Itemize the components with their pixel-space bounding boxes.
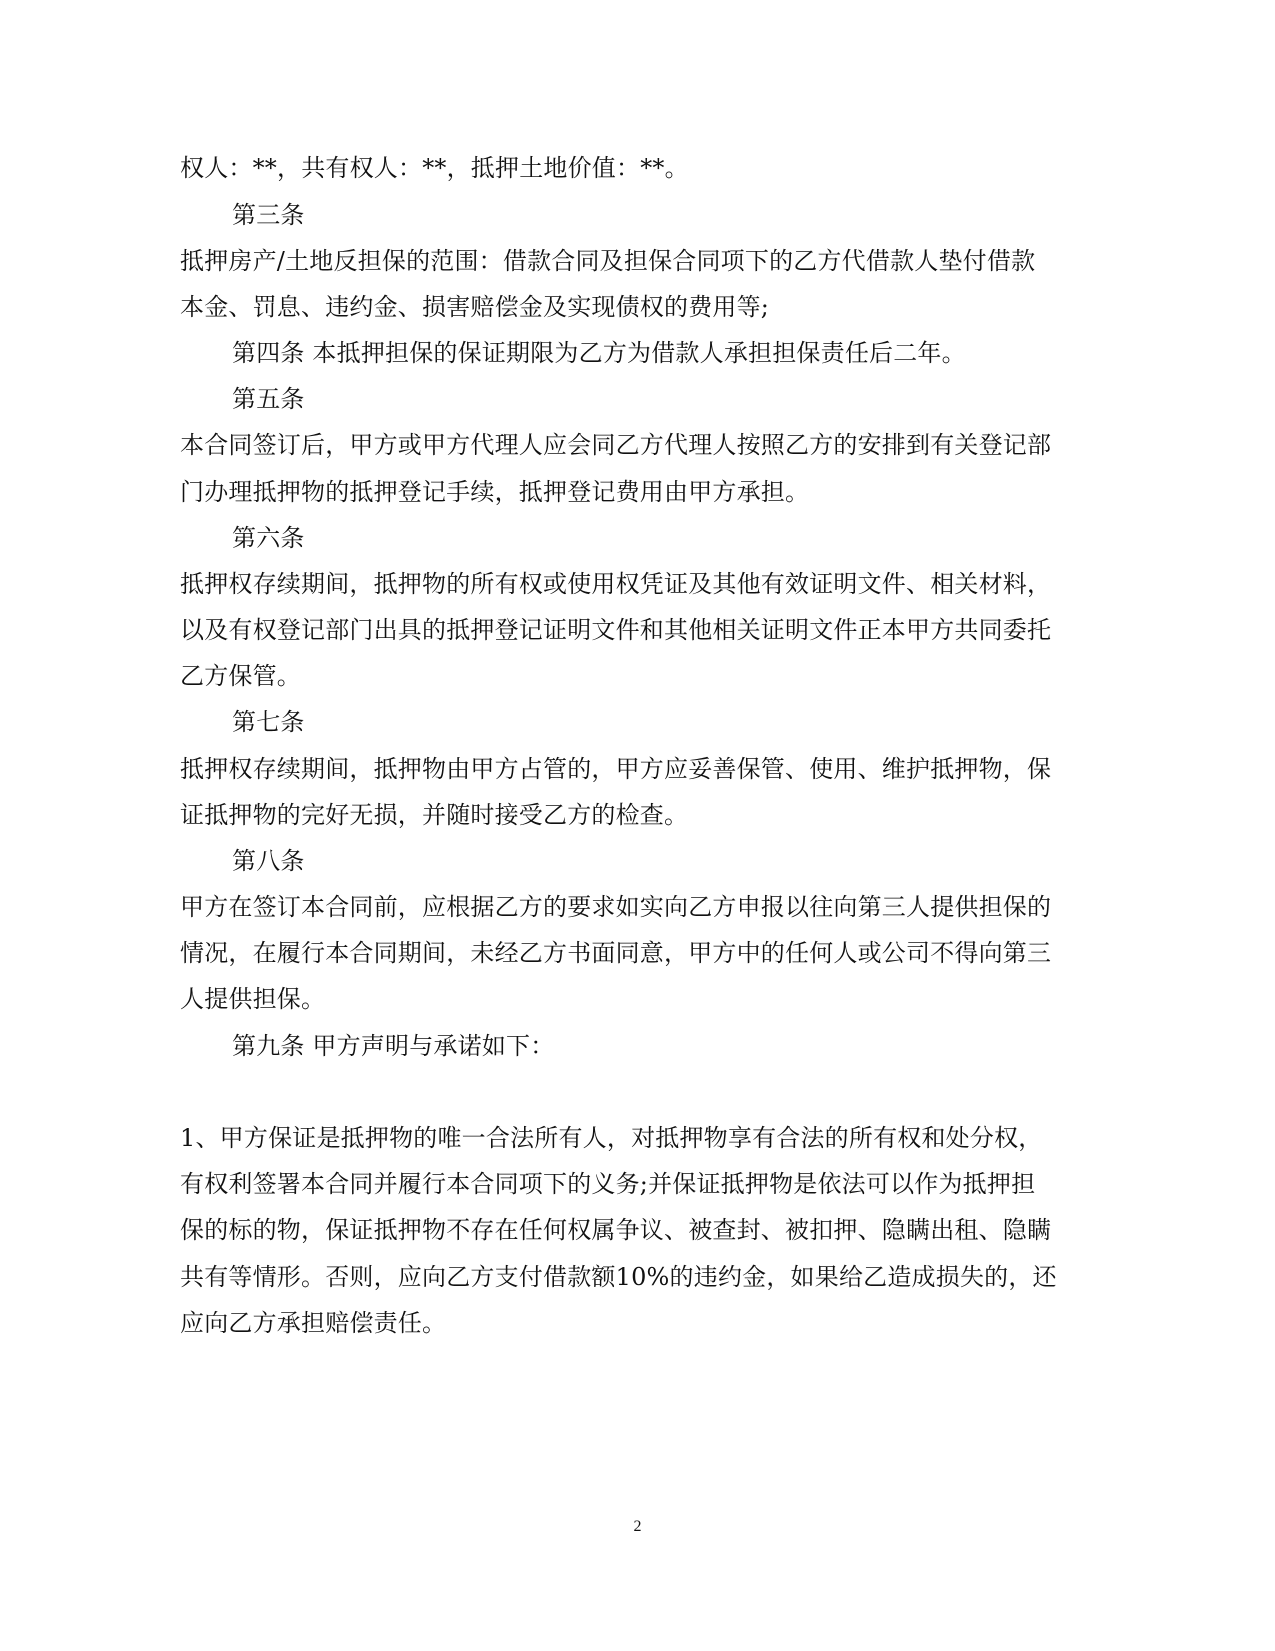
article-heading-9: 第九条 甲方声明与承诺如下： bbox=[232, 1032, 555, 1060]
text-line: 权人：**，共有权人：**，抵押土地价值：**。 bbox=[180, 154, 689, 182]
text-line: 抵押权存续期间，抵押物由甲方占管的，甲方应妥善保管、使用、维护抵押物，保 bbox=[180, 755, 1052, 783]
text-line: 有权利签署本合同并履行本合同项下的义务;并保证抵押物是依法可以作为抵押担 bbox=[180, 1170, 1036, 1198]
page-number: 2 bbox=[633, 1518, 642, 1535]
article-heading-5: 第五条 bbox=[232, 385, 305, 413]
text-line: 门办理抵押物的抵押登记手续，抵押登记费用由甲方承担。 bbox=[180, 478, 810, 506]
text-line: 1、甲方保证是抵押物的唯一合法所有人，对抵押物享有合法的所有权和处分权， bbox=[180, 1124, 1043, 1152]
article-heading-6: 第六条 bbox=[232, 524, 305, 552]
text-line: 甲方在签订本合同前，应根据乙方的要求如实向乙方申报以往向第三人提供担保的 bbox=[180, 893, 1052, 921]
text-line: 本合同签订后，甲方或甲方代理人应会同乙方代理人按照乙方的安排到有关登记部 bbox=[180, 431, 1052, 459]
text-line: 共有等情形。否则，应向乙方支付借款额10%的违约金，如果给乙造成损失的，还 bbox=[180, 1263, 1057, 1291]
article-heading-7: 第七条 bbox=[232, 708, 305, 736]
text-line: 情况，在履行本合同期间，未经乙方书面同意，甲方中的任何人或公司不得向第三 bbox=[180, 939, 1052, 967]
article-heading-8: 第八条 bbox=[232, 847, 305, 875]
article-heading-3: 第三条 bbox=[232, 201, 305, 229]
text-line: 应向乙方承担赔偿责任。 bbox=[180, 1309, 447, 1337]
text-line: 证抵押物的完好无损，并随时接受乙方的检查。 bbox=[180, 801, 689, 829]
text-line: 以及有权登记部门出具的抵押登记证明文件和其他相关证明文件正本甲方共同委托 bbox=[180, 616, 1052, 644]
text-line: 保的标的物，保证抵押物不存在任何权属争议、被查封、被扣押、隐瞒出租、隐瞒 bbox=[180, 1216, 1052, 1244]
text-line: 抵押权存续期间，抵押物的所有权或使用权凭证及其他有效证明文件、相关材料， bbox=[180, 570, 1052, 598]
text-line: 本金、罚息、违约金、损害赔偿金及实现债权的费用等; bbox=[180, 293, 770, 321]
text-line: 人提供担保。 bbox=[180, 985, 326, 1013]
text-line: 抵押房产/土地反担保的范围：借款合同及担保合同项下的乙方代借款人垫付借款 bbox=[180, 247, 1036, 275]
article-heading-4: 第四条 本抵押担保的保证期限为乙方为借款人承担担保责任后二年。 bbox=[232, 339, 966, 367]
text-line: 乙方保管。 bbox=[180, 662, 301, 690]
